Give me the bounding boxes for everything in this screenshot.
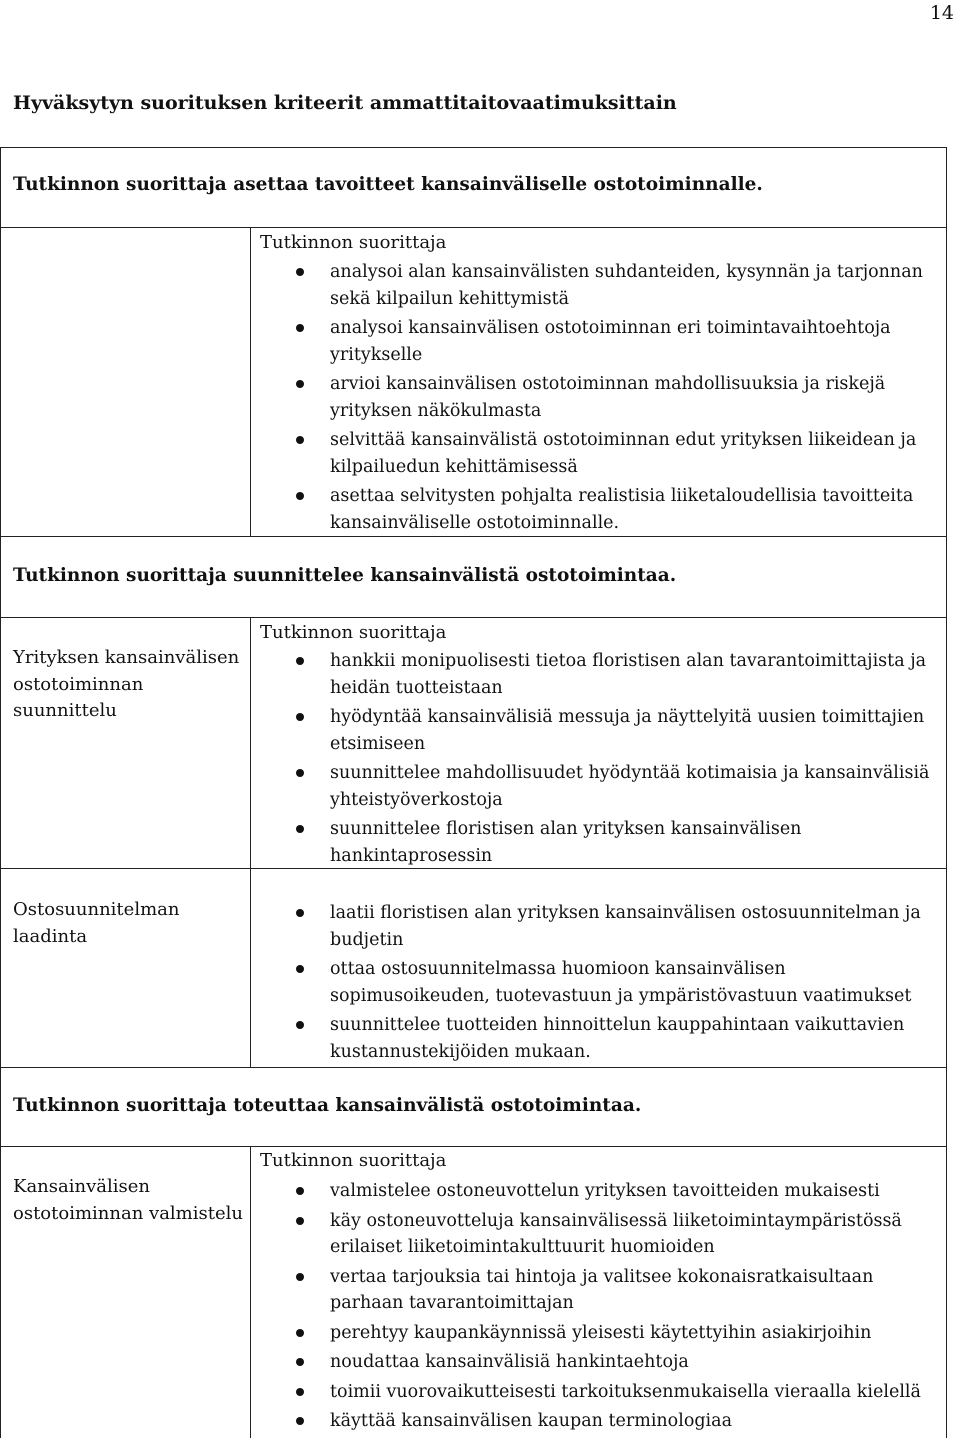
table-border-left xyxy=(0,147,1,1438)
column-divider xyxy=(250,1146,251,1438)
list-item xyxy=(260,760,940,813)
column-divider xyxy=(250,617,251,1067)
bullet-icon xyxy=(296,492,304,500)
section-heading: Tutkinnon suorittaja suunnittelee kansainvälistä ostotoimintaa. xyxy=(13,565,677,586)
list-item xyxy=(260,1349,940,1376)
list-item xyxy=(260,259,940,312)
row-label: Kansainvälisen ostotoiminnan valmistelu xyxy=(13,1176,243,1224)
list-item xyxy=(260,483,940,536)
criterion-text: asettaa selvitysten pohjalta realistisia liiketaloudellisia tavoitteita kansainväliselle ostotoiminnalle. xyxy=(330,486,914,533)
table-rule xyxy=(0,147,947,148)
list-item xyxy=(260,704,940,757)
list-item xyxy=(260,371,940,424)
criterion-text: käyttää kansainvälisen kaupan terminologiaa xyxy=(330,1411,733,1431)
bullet-icon xyxy=(296,268,304,276)
criteria-intro: Tutkinnon suorittaja xyxy=(260,1150,447,1171)
criterion-text: noudattaa kansainvälisiä hankintaehtoja xyxy=(330,1352,689,1372)
criterion-text: laatii floristisen alan yrityksen kansainvälisen ostosuunnitelman ja budjetin xyxy=(330,903,921,950)
list-item xyxy=(260,900,940,953)
criterion-text: ottaa ostosuunnitelmassa huomioon kansainvälisen sopimusoikeuden, tuotevastuun ja ympäristövastuun vaatimukset xyxy=(330,959,912,1006)
bullet-icon xyxy=(296,769,304,777)
list-item xyxy=(260,956,940,1009)
criterion-text: käy ostoneuvotteluja kansainvälisessä liiketoimintaympäristössä erilaiset liiketoimintakulttuurit huomioiden xyxy=(330,1210,902,1257)
bullet-icon xyxy=(296,436,304,444)
list-item xyxy=(260,427,940,480)
section-heading: Tutkinnon suorittaja toteuttaa kansainvälistä ostotoimintaa. xyxy=(13,1095,642,1116)
list-item xyxy=(260,1208,940,1261)
column-divider xyxy=(250,227,251,536)
list-item xyxy=(260,1320,940,1347)
table-rule xyxy=(0,1067,947,1068)
criteria-list xyxy=(260,900,940,1065)
list-item xyxy=(260,1379,940,1406)
bullet-icon xyxy=(296,825,304,833)
bullet-icon xyxy=(296,909,304,917)
bullet-icon xyxy=(296,1417,304,1425)
bullet-icon xyxy=(296,965,304,973)
page-number: 14 xyxy=(929,2,954,24)
criterion-text: arvioi kansainvälisen ostotoiminnan mahdollisuuksia ja riskejä yrityksen näkökulmasta xyxy=(330,374,886,421)
criterion-text: valmistelee ostoneuvottelun yrityksen tavoitteiden mukaisesti xyxy=(330,1181,880,1201)
list-item xyxy=(260,816,940,869)
bullet-icon xyxy=(296,1358,304,1366)
list-item xyxy=(260,1012,940,1065)
criteria-intro: Tutkinnon suorittaja xyxy=(260,622,447,643)
criterion-text: toimii vuorovaikutteisesti tarkoituksenmukaisella vieraalla kielellä xyxy=(330,1381,921,1402)
criterion-text: hyödyntää kansainvälisiä messuja ja näyttelyitä uusien toimittajien etsimiseen xyxy=(330,707,925,754)
bullet-icon xyxy=(296,1273,304,1281)
table-rule xyxy=(0,227,947,228)
bullet-icon xyxy=(296,324,304,332)
criterion-text: analysoi alan kansainvälisten suhdanteiden, kysynnän ja tarjonnan sekä kilpailun kehittymistä xyxy=(330,262,923,309)
criteria-list xyxy=(260,1178,940,1435)
criteria-list xyxy=(260,259,940,536)
section-heading: Tutkinnon suorittaja asettaa tavoitteet kansainväliselle ostotoiminnalle. xyxy=(13,174,763,195)
table-rule xyxy=(0,1146,947,1147)
bullet-icon xyxy=(296,1021,304,1029)
criterion-text: vertaa tarjouksia tai hintoja ja valitsee kokonaisratkaisultaan parhaan tavarantoimittajan xyxy=(330,1266,874,1313)
bullet-icon xyxy=(296,657,304,665)
criterion-text: suunnittelee floristisen alan yrityksen kansainvälisen hankintaprosessin xyxy=(330,819,802,866)
table-border-right xyxy=(946,147,947,1438)
criterion-text: hankkii monipuolisesti tietoa floristisen alan tavarantoimittajista ja heidän tuotteistaan xyxy=(330,651,927,698)
list-item xyxy=(260,1408,940,1435)
list-item xyxy=(260,1264,940,1317)
table-rule xyxy=(0,617,947,618)
criterion-text: selvittää kansainvälistä ostotoiminnan edut yrityksen liikeidean ja kilpailuedun kehittämisessä xyxy=(330,430,917,477)
bullet-icon xyxy=(296,713,304,721)
bullet-icon xyxy=(296,1388,304,1396)
row-label: Ostosuunnitelman laadinta xyxy=(13,899,180,947)
list-item xyxy=(260,1178,940,1205)
list-item xyxy=(260,648,940,701)
criterion-text: suunnittelee mahdollisuudet hyödyntää kotimaisia ja kansainvälisiä yhteistyöverkostoja xyxy=(330,763,930,810)
bullet-icon xyxy=(296,1329,304,1337)
table-rule xyxy=(0,536,947,537)
criterion-text: perehtyy kaupankäynnissä yleisesti käytettyihin asiakirjoihin xyxy=(330,1322,872,1343)
page-title: Hyväksytyn suorituksen kriteerit ammattitaitovaatimuksittain xyxy=(13,92,677,114)
list-item xyxy=(260,315,940,368)
bullet-icon xyxy=(296,1187,304,1195)
criterion-text: suunnittelee tuotteiden hinnoittelun kauppahintaan vaikuttavien kustannustekijöiden mukaan. xyxy=(330,1015,905,1062)
row-label: Yrityksen kansainvälisen ostotoiminnan suunnittelu xyxy=(13,647,240,721)
criteria-list xyxy=(260,648,940,869)
criterion-text: analysoi kansainvälisen ostotoiminnan eri toimintavaihtoehtoja yritykselle xyxy=(330,318,891,365)
bullet-icon xyxy=(296,1217,304,1225)
bullet-icon xyxy=(296,380,304,388)
criteria-intro: Tutkinnon suorittaja xyxy=(260,232,447,253)
